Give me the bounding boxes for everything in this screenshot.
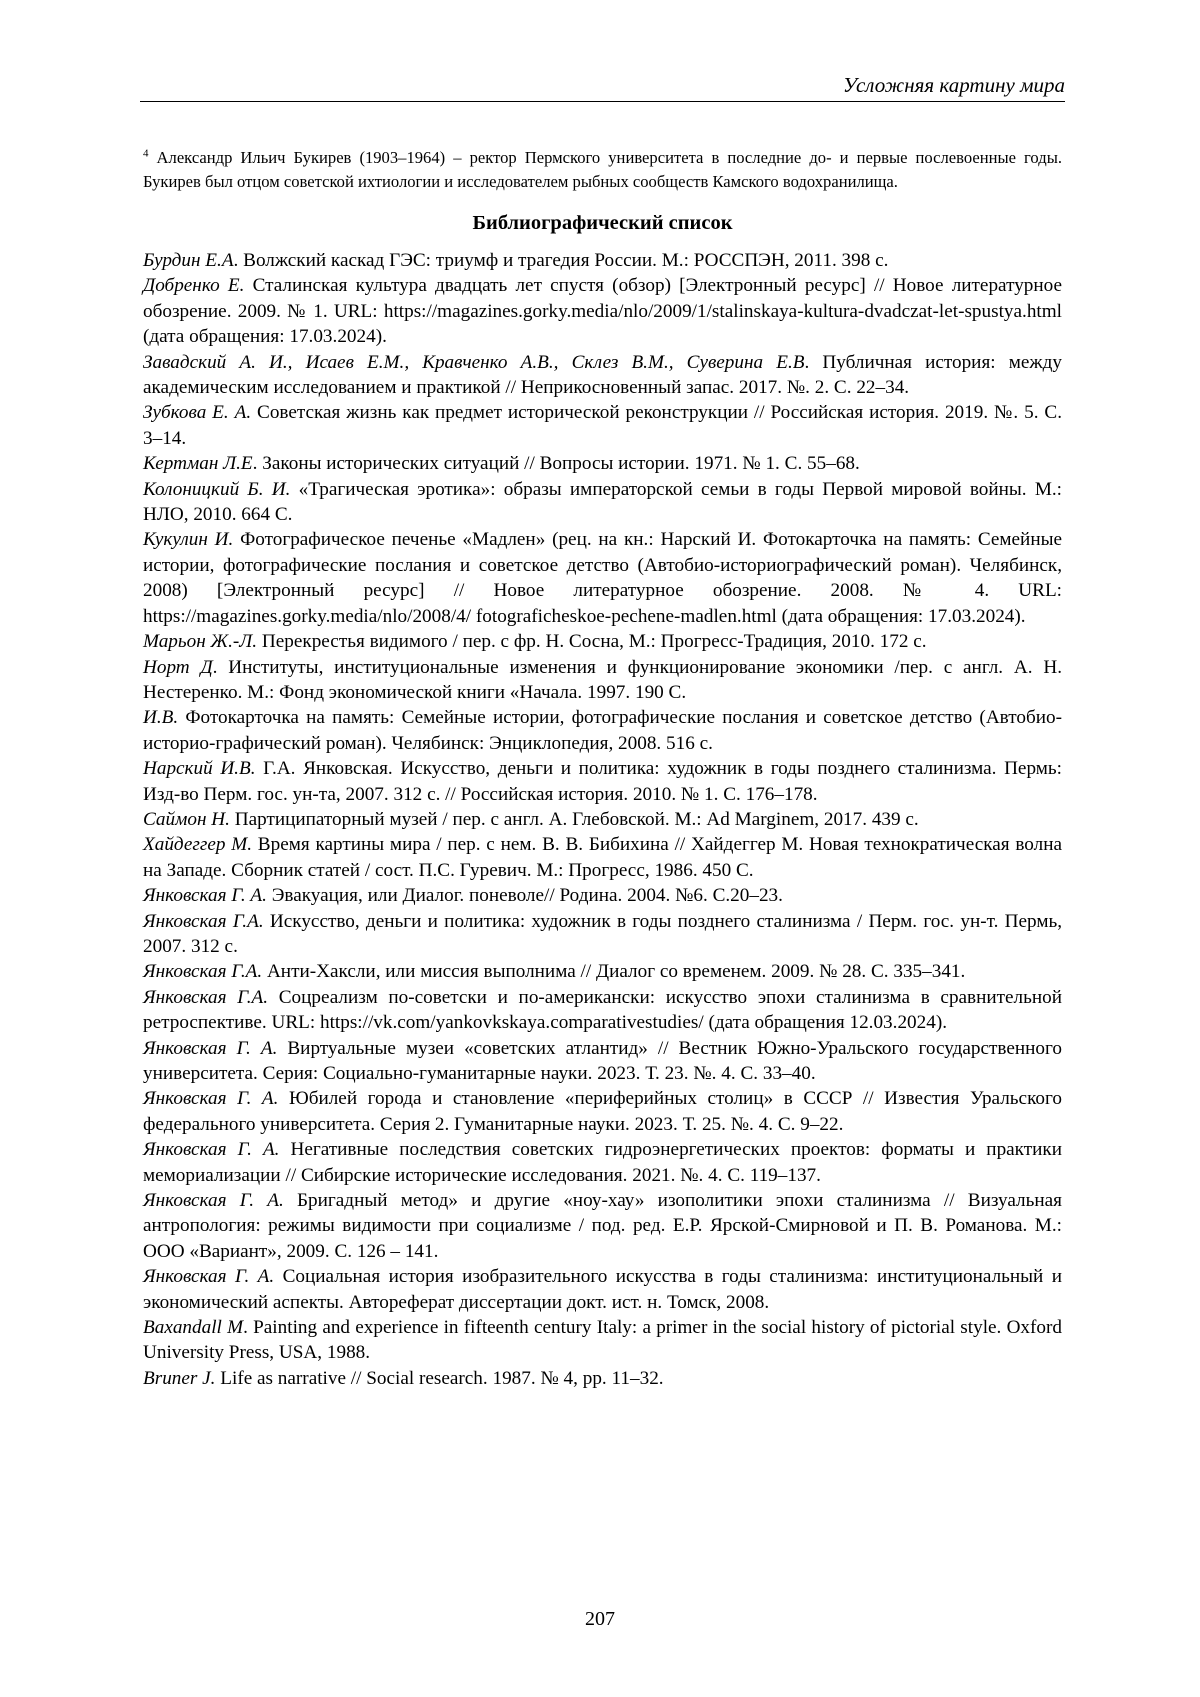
bibliography-entry	[143, 909, 1062, 960]
entry-author: Кертман Л.Е	[143, 453, 253, 474]
entry-text: Виртуальные музеи «советских атлантид» // Вестник Южно-Уральского государственного университета. Серия: Социально-гуманитарные науки. 2023. Т. 23. №. 4. С. 33–40.	[143, 1038, 1062, 1084]
entry-author: Бурдин Е.А	[143, 250, 234, 271]
entry-text: Бригадный метод» и другие «ноу-хау» изополитики эпохи сталинизма // Визуальная антропология: режимы видимости при социализме / под. ред. Е.Р. Ярской-Смирновой и П. В. Романова. М.: ООО «Вариант», 2009. С. 126 – 141.	[143, 1190, 1062, 1262]
entry-author: Кукулин И.	[143, 529, 233, 550]
bibliography-entry	[143, 1137, 1062, 1188]
entry-author: И.В.	[143, 707, 178, 728]
entry-text: . Публичная история: между академическим исследованием и практикой // Неприкосновенный запас. 2017. №. 2. С. 22–34.	[143, 352, 1062, 398]
bibliography-entry	[143, 1264, 1062, 1315]
entry-author: Колоницкий Б. И.	[143, 479, 290, 500]
entry-text: Г.А. Янковская. Искусство, деньги и политика: художник в годы позднего сталинизма. Пермь: Изд-во Перм. гос. ун-та, 2007. 312 с. // Российская история. 2010. № 1. С. 176–178.	[143, 758, 1062, 804]
bibliography-entry	[143, 1315, 1062, 1366]
entry-author: Хайдеггер М.	[143, 834, 252, 855]
entry-text: Время картины мира / пер. с нем. В. В. Бибихина // Хайдеггер М. Новая технократическая волна на Западе. Сборник статей / сост. П.С. Гуревич. М.: Прогресс, 1986. 450 С.	[143, 834, 1062, 880]
entry-text: Соцреализм по-советски и по-американски: искусство эпохи сталинизма в сравнительной ретроспективе. URL: https://vk.com/yankovkskaya.comparativestudies/ (дата обращения 12.03.2024).	[143, 987, 1062, 1033]
entry-text: Анти-Хаксли, или миссия выполнима // Диалог со временем. 2009. № 28. С. 335–341.	[262, 961, 965, 982]
bibliography-entry	[143, 655, 1062, 706]
entry-text: . Институты, институциональные изменения и функционирование экономики /пер. с англ. А. Н. Нестеренко. М.: Фонд экономической книги «Начала. 1997. 190 С.	[143, 657, 1062, 703]
footnote-marker: 4	[143, 147, 149, 159]
bibliography-list	[143, 248, 1062, 1391]
entry-text: Негативные последствия советских гидроэнергетических проектов: форматы и практики мемориализации // Сибирские исторические исследования. 2021. №. 4. С. 119–137.	[143, 1139, 1062, 1185]
footnote-text: Александр Ильич Букирев (1903–1964) – ректор Пермского университета в последние до- и первые послевоенные годы. Букирев был отцом советской ихтиологии и исследователем рыбных сообществ Камского водохранилища.	[143, 148, 1062, 191]
entry-author: Саймон Н.	[143, 809, 230, 830]
entry-text: Социальная история изобразительного искусства в годы сталинизма: институциональный и экономический аспекты. Автореферат диссертации докт. ист. н. Томск, 2008.	[143, 1266, 1062, 1312]
page-number: 207	[0, 1607, 1200, 1631]
entry-author: Янковская Г. А.	[143, 1038, 277, 1059]
entry-text: Советская жизнь как предмет исторической реконструкции // Российская история. 2019. №. 5. С. 3–14.	[143, 402, 1062, 448]
bibliography-entry	[143, 527, 1062, 629]
entry-author: Baxandall M	[143, 1317, 243, 1338]
bibliography-entry	[143, 705, 1062, 756]
bibliography-entry	[143, 350, 1062, 401]
entry-author: Нарский И.В.	[143, 758, 256, 779]
bibliography-entry	[143, 451, 1062, 476]
entry-text: Эвакуация, или Диалог. поневоле// Родина. 2004. №6. С.20–23.	[267, 885, 783, 906]
bibliography-entry	[143, 477, 1062, 528]
entry-author: Марьон Ж.-Л.	[143, 631, 257, 652]
entry-author: Янковская Г. А.	[143, 1139, 279, 1160]
bibliography-entry	[143, 248, 1062, 273]
entry-text: Искусство, деньги и политика: художник в годы позднего сталинизма / Перм. гос. ун-т. Пермь, 2007. 312 с.	[143, 911, 1062, 957]
entry-text: . Законы исторических ситуаций // Вопросы истории. 1971. № 1. С. 55–68.	[253, 453, 860, 474]
entry-text: «Трагическая эротика»: образы императорской семьи в годы Первой мировой войны. М.: НЛО, 2010. 664 С.	[143, 479, 1062, 525]
entry-author: Добренко Е.	[143, 275, 244, 296]
bibliography-entry	[143, 629, 1062, 654]
bibliography-entry	[143, 1086, 1062, 1137]
bibliography-entry	[143, 1036, 1062, 1087]
entry-author: Янковская Г. А.	[143, 1088, 278, 1109]
bibliography-entry	[143, 756, 1062, 807]
entry-text: . Painting and experience in fifteenth century Italy: a primer in the social history of pictorial style. Oxford University Press, USA, 1988.	[143, 1317, 1062, 1363]
entry-author: Янковская Г.А.	[143, 911, 264, 932]
entry-author: Янковская Г. А.	[143, 1266, 274, 1287]
bibliography-entry	[143, 400, 1062, 451]
bibliography-entry	[143, 1366, 1062, 1391]
entry-author: Завадский А. И., Исаев Е.М., Кравченко А.В., Склез В.М., Суверина Е.В	[143, 352, 804, 373]
running-header: Усложняя картину мира	[140, 72, 1065, 98]
entry-text: Фотокарточка на память: Семейные истории, фотографические послания и советское детство (Автобио-историо-графический роман). Челябинск: Энциклопедия, 2008. 516 с.	[143, 707, 1062, 753]
entry-text: Сталинская культура двадцать лет спустя (обзор) [Электронный ресурс] // Новое литературное обозрение. 2009. № 1. URL: https://magazines.gorky.media/nlo/2009/1/stalinskaya-kultura-dvadczat-let-spustya.html (дата обращения: 17.03.2024).	[143, 275, 1062, 347]
entry-author: Янковская Г. А.	[143, 885, 267, 906]
entry-author: Янковская Г. А.	[143, 1190, 284, 1211]
document-page	[0, 0, 1200, 1697]
bibliography-entry	[143, 985, 1062, 1036]
entry-text: Life as narrative // Social research. 1987. № 4, pp. 11–32.	[215, 1368, 663, 1389]
bibliography-entry	[143, 832, 1062, 883]
entry-author: Норт Д	[143, 657, 213, 678]
bibliography-entry	[143, 807, 1062, 832]
footnote	[143, 146, 1062, 194]
bibliography-heading: Библиографический список	[143, 210, 1062, 236]
bibliography-entry	[143, 959, 1062, 984]
entry-author: Bruner J.	[143, 1368, 215, 1389]
entry-text: Фотографическое печенье «Мадлен» (рец. на кн.: Нарский И. Фотокарточка на память: Семейные истории, фотографические послания и советское детство (Автобио-историографический роман). Челябинск, 2008) [Электронный ресурс] // Новое литературное обозрение. 2008. № 4. URL: https://magazines.gorky.media/nlo/2008/4/ fotograficheskoe-pechene-madlen.html (дата обращения: 17.03.2024).	[143, 529, 1062, 626]
entry-text: Перекрестья видимого / пер. с фр. Н. Сосна, М.: Прогресс-Традиция, 2010. 172 с.	[257, 631, 926, 652]
entry-author: Зубкова Е. А.	[143, 402, 251, 423]
entry-author: Янковская Г.А.	[143, 961, 262, 982]
bibliography-entry	[143, 1188, 1062, 1264]
header-rule	[140, 101, 1065, 102]
bibliography-entry	[143, 273, 1062, 349]
entry-text: Партиципаторный музей / пер. с англ. А. Глебовской. М.: Ad Marginem, 2017. 439 с.	[230, 809, 919, 830]
page-content	[143, 146, 1062, 1391]
entry-author: Янковская Г.А.	[143, 987, 268, 1008]
entry-text: Юбилей города и становление «периферийных столиц» в СССР // Известия Уральского федерального университета. Серия 2. Гуманитарные науки. 2023. Т. 25. №. 4. С. 9–22.	[143, 1088, 1062, 1134]
bibliography-entry	[143, 883, 1062, 908]
entry-text: . Волжский каскад ГЭС: триумф и трагедия России. М.: РОССПЭН, 2011. 398 с.	[234, 250, 889, 271]
